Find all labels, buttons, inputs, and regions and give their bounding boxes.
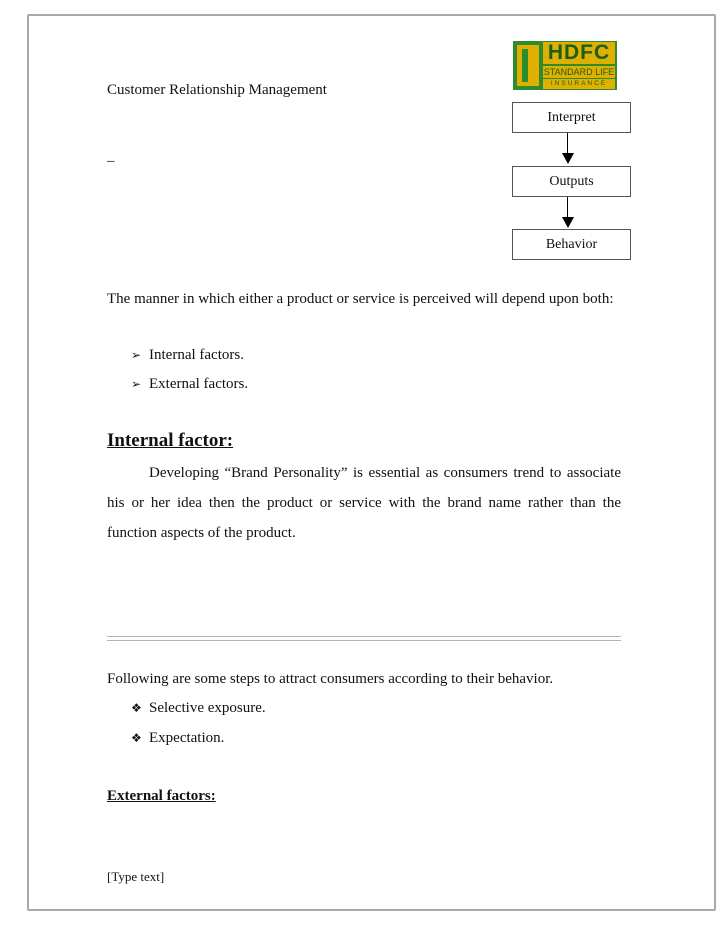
list-item-label: Expectation. (149, 730, 225, 746)
horizontal-divider (107, 636, 621, 641)
steps-intro-paragraph: Following are some steps to attract consumers according to their behavior. (107, 671, 554, 687)
list-item-label: External factors. (149, 376, 249, 392)
logo-text-standard-life: STANDARD LIFE (543, 67, 615, 77)
arrow-down-icon (562, 153, 574, 164)
diamond-bullet-icon: ❖ (131, 701, 142, 715)
footer-placeholder-text[interactable]: [Type text] (107, 869, 165, 884)
arrow-bullet-icon: ➢ (131, 348, 142, 362)
intro-paragraph: The manner in which either a product or service is perceived will depend upon both: (107, 291, 614, 307)
external-factors-heading: External factors: (107, 788, 216, 804)
internal-factor-paragraph: Developing “Brand Personality” is essential as consumers trend to associate his or her idea then the product or service with the brand name rather than the function aspects of the product. (107, 465, 621, 541)
list-item (131, 730, 224, 747)
document-header-title: Customer Relationship Management (107, 82, 327, 98)
list-item (131, 376, 248, 393)
arrow-bullet-icon: ➢ (131, 377, 142, 391)
header-dash: _ (107, 148, 115, 164)
logo-mark-icon (517, 45, 539, 86)
list-item-label: Internal factors. (149, 347, 244, 363)
diamond-bullet-icon: ❖ (131, 731, 142, 745)
flow-connector-1 (567, 133, 568, 153)
list-item (131, 700, 266, 717)
internal-factor-heading: Internal factor: (107, 430, 234, 451)
flow-box-outputs: Outputs (512, 166, 631, 197)
logo-text-insurance: INSURANCE (543, 79, 615, 89)
flow-connector-2 (567, 197, 568, 217)
flow-box-interpret: Interpret (512, 102, 631, 133)
arrow-down-icon (562, 217, 574, 228)
list-item (131, 347, 244, 364)
flow-box-behavior: Behavior (512, 229, 631, 260)
list-item-label: Selective exposure. (149, 700, 266, 716)
logo-text-brand: HDFC (543, 42, 615, 64)
hdfc-logo (513, 41, 617, 90)
